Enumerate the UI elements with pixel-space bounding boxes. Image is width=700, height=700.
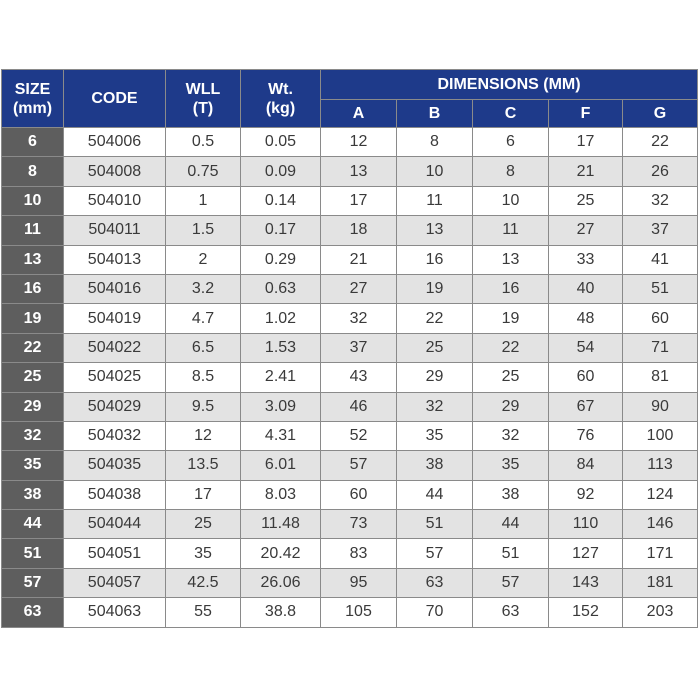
dim-c-cell: 38 [473,480,549,509]
size-cell: 19 [2,304,64,333]
dim-g-cell: 37 [623,216,698,245]
code-cell: 504057 [64,568,166,597]
wll-cell: 0.75 [166,157,241,186]
code-cell: 504013 [64,245,166,274]
size-cell: 51 [2,539,64,568]
table-row [2,216,698,245]
header-dim-g: G [623,100,698,128]
dim-c-cell: 13 [473,245,549,274]
dim-a-cell: 37 [321,333,397,362]
table-row [2,186,698,215]
dim-c-cell: 6 [473,128,549,157]
dim-b-cell: 13 [397,216,473,245]
dim-b-cell: 35 [397,421,473,450]
code-cell: 504019 [64,304,166,333]
size-cell: 13 [2,245,64,274]
dim-f-cell: 25 [549,186,623,215]
dim-f-cell: 76 [549,421,623,450]
table-row [2,363,698,392]
dim-a-cell: 83 [321,539,397,568]
dim-f-cell: 84 [549,451,623,480]
code-cell: 504063 [64,598,166,627]
dim-a-cell: 13 [321,157,397,186]
size-cell: 8 [2,157,64,186]
dim-g-cell: 60 [623,304,698,333]
header-row-top [2,70,698,100]
header-dimensions [321,70,698,100]
table-row [2,392,698,421]
dim-a-cell: 27 [321,274,397,303]
header-dimensions-label: DIMENSIONS (MM) [437,76,581,93]
dim-c-cell: 35 [473,451,549,480]
size-cell: 38 [2,480,64,509]
weight-cell: 3.09 [241,392,321,421]
dim-a-cell: 46 [321,392,397,421]
dim-b-cell: 44 [397,480,473,509]
weight-cell: 0.63 [241,274,321,303]
table-row [2,245,698,274]
dim-g-cell: 90 [623,392,698,421]
dim-f-cell: 92 [549,480,623,509]
dim-a-cell: 73 [321,510,397,539]
code-cell: 504038 [64,480,166,509]
wll-cell: 9.5 [166,392,241,421]
size-cell: 10 [2,186,64,215]
dim-a-cell: 21 [321,245,397,274]
dim-f-cell: 21 [549,157,623,186]
wll-cell: 35 [166,539,241,568]
wll-cell: 55 [166,598,241,627]
weight-cell: 2.41 [241,363,321,392]
header-code-label: CODE [91,90,138,107]
code-cell: 504035 [64,451,166,480]
header-dim-b: B [397,100,473,128]
dim-g-cell: 113 [623,451,698,480]
dim-b-cell: 63 [397,568,473,597]
dim-f-cell: 33 [549,245,623,274]
dim-c-cell: 8 [473,157,549,186]
dim-b-cell: 70 [397,598,473,627]
table-header [2,70,698,128]
dim-b-cell: 22 [397,304,473,333]
code-cell: 504006 [64,128,166,157]
table-row [2,598,698,627]
dim-f-cell: 27 [549,216,623,245]
dim-a-cell: 57 [321,451,397,480]
table-row [2,304,698,333]
dim-f-cell: 110 [549,510,623,539]
dim-b-cell: 8 [397,128,473,157]
wll-cell: 13.5 [166,451,241,480]
dim-a-cell: 60 [321,480,397,509]
dim-c-cell: 22 [473,333,549,362]
dim-f-cell: 48 [549,304,623,333]
dim-g-cell: 71 [623,333,698,362]
dim-a-cell: 95 [321,568,397,597]
dim-b-cell: 25 [397,333,473,362]
dim-g-cell: 41 [623,245,698,274]
table-row [2,568,698,597]
dim-a-cell: 105 [321,598,397,627]
dim-g-cell: 181 [623,568,698,597]
dim-c-cell: 51 [473,539,549,568]
header-wll-label: WLL [185,80,221,98]
dim-b-cell: 29 [397,363,473,392]
spec-table [1,69,698,628]
dim-c-cell: 29 [473,392,549,421]
weight-cell: 0.09 [241,157,321,186]
dim-b-cell: 32 [397,392,473,421]
weight-cell: 4.31 [241,421,321,450]
table-row [2,274,698,303]
dim-g-cell: 22 [623,128,698,157]
dim-f-cell: 127 [549,539,623,568]
dim-g-cell: 51 [623,274,698,303]
code-cell: 504051 [64,539,166,568]
weight-cell: 1.53 [241,333,321,362]
wll-cell: 12 [166,421,241,450]
header-weight-unit: (kg) [265,99,296,117]
weight-cell: 26.06 [241,568,321,597]
wll-cell: 6.5 [166,333,241,362]
size-cell: 29 [2,392,64,421]
size-cell: 16 [2,274,64,303]
weight-cell: 1.02 [241,304,321,333]
dim-f-cell: 143 [549,568,623,597]
dim-b-cell: 38 [397,451,473,480]
dim-a-cell: 17 [321,186,397,215]
code-cell: 504016 [64,274,166,303]
code-cell: 504025 [64,363,166,392]
size-cell: 11 [2,216,64,245]
dim-b-cell: 51 [397,510,473,539]
dim-c-cell: 10 [473,186,549,215]
wll-cell: 0.5 [166,128,241,157]
weight-cell: 0.14 [241,186,321,215]
header-size-unit: (mm) [12,99,53,117]
dim-f-cell: 60 [549,363,623,392]
table-row [2,421,698,450]
header-dim-c: C [473,100,549,128]
wll-cell: 2 [166,245,241,274]
dim-f-cell: 67 [549,392,623,421]
header-size-label: SIZE [14,80,51,98]
table-row [2,128,698,157]
weight-cell: 0.05 [241,128,321,157]
code-cell: 504044 [64,510,166,539]
dim-c-cell: 19 [473,304,549,333]
wll-cell: 4.7 [166,304,241,333]
dim-b-cell: 10 [397,157,473,186]
weight-cell: 8.03 [241,480,321,509]
dim-g-cell: 26 [623,157,698,186]
table-body [2,128,698,628]
header-dim-a: A [321,100,397,128]
weight-cell: 11.48 [241,510,321,539]
weight-cell: 38.8 [241,598,321,627]
dim-b-cell: 16 [397,245,473,274]
size-cell: 6 [2,128,64,157]
table-row [2,157,698,186]
dim-c-cell: 16 [473,274,549,303]
size-cell: 44 [2,510,64,539]
dim-c-cell: 44 [473,510,549,539]
header-wll-unit: (T) [192,99,214,117]
dim-g-cell: 146 [623,510,698,539]
wll-cell: 1.5 [166,216,241,245]
weight-cell: 20.42 [241,539,321,568]
dim-a-cell: 32 [321,304,397,333]
dim-g-cell: 100 [623,421,698,450]
dim-c-cell: 32 [473,421,549,450]
dim-b-cell: 19 [397,274,473,303]
dim-c-cell: 63 [473,598,549,627]
dim-c-cell: 57 [473,568,549,597]
header-code [64,70,166,128]
size-cell: 22 [2,333,64,362]
wll-cell: 3.2 [166,274,241,303]
code-cell: 504032 [64,421,166,450]
dim-a-cell: 43 [321,363,397,392]
table-row [2,510,698,539]
table-row [2,333,698,362]
dim-b-cell: 11 [397,186,473,215]
header-weight-label: Wt. [268,80,293,98]
dim-g-cell: 32 [623,186,698,215]
weight-cell: 6.01 [241,451,321,480]
code-cell: 504022 [64,333,166,362]
header-size [2,70,64,128]
dim-g-cell: 124 [623,480,698,509]
dim-f-cell: 54 [549,333,623,362]
dim-a-cell: 12 [321,128,397,157]
wll-cell: 17 [166,480,241,509]
dim-g-cell: 203 [623,598,698,627]
header-dim-f: F [549,100,623,128]
weight-cell: 0.29 [241,245,321,274]
wll-cell: 8.5 [166,363,241,392]
table-row [2,480,698,509]
header-weight [241,70,321,128]
wll-cell: 25 [166,510,241,539]
dim-c-cell: 25 [473,363,549,392]
dim-f-cell: 17 [549,128,623,157]
size-cell: 63 [2,598,64,627]
table-row [2,539,698,568]
dim-c-cell: 11 [473,216,549,245]
size-cell: 57 [2,568,64,597]
code-cell: 504008 [64,157,166,186]
dim-a-cell: 18 [321,216,397,245]
wll-cell: 1 [166,186,241,215]
code-cell: 504029 [64,392,166,421]
dim-b-cell: 57 [397,539,473,568]
code-cell: 504011 [64,216,166,245]
dim-f-cell: 40 [549,274,623,303]
weight-cell: 0.17 [241,216,321,245]
dim-f-cell: 152 [549,598,623,627]
size-cell: 32 [2,421,64,450]
dim-a-cell: 52 [321,421,397,450]
table-row [2,451,698,480]
wll-cell: 42.5 [166,568,241,597]
header-wll [166,70,241,128]
code-cell: 504010 [64,186,166,215]
dim-g-cell: 171 [623,539,698,568]
size-cell: 25 [2,363,64,392]
size-cell: 35 [2,451,64,480]
dim-g-cell: 81 [623,363,698,392]
